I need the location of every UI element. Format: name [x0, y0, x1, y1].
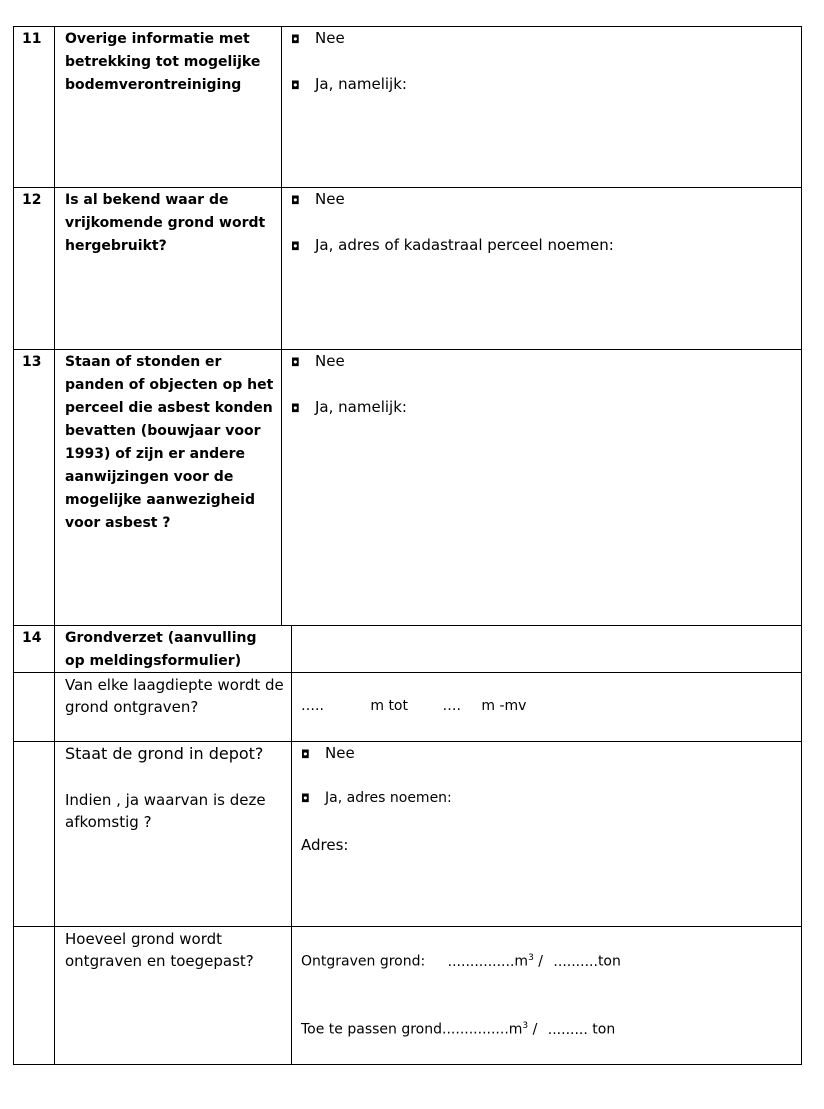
- option-nee[interactable]: ◘ Nee: [291, 29, 345, 47]
- option-ja[interactable]: ◘ Ja, namelijk:: [291, 398, 407, 416]
- row-number: 14: [22, 630, 42, 646]
- depth-to-field[interactable]: ….: [442, 698, 461, 714]
- depth-to-unit: m -mv: [481, 698, 527, 714]
- depth-question: Van elke laagdiepte wordt de grond ontgraven?: [65, 676, 284, 716]
- row-border: [13, 741, 802, 742]
- depot-origin-question: Indien , ja waarvan is deze afkomstig ?: [65, 791, 266, 831]
- form-table: [13, 26, 802, 1065]
- depot-question: Staat de grond in depot?: [65, 744, 264, 763]
- checkbox-icon[interactable]: ◘: [291, 194, 300, 207]
- checkbox-icon[interactable]: ◘: [301, 792, 310, 805]
- row-border: [13, 926, 802, 927]
- row-number: 13: [22, 354, 42, 370]
- excavated-ton-field[interactable]: ..........: [553, 953, 598, 970]
- option-ja[interactable]: ◘ Ja, adres noemen:: [301, 790, 452, 806]
- question-text: Overige informatie met betrekking tot mogelijke bodemverontreiniging: [65, 31, 261, 93]
- col-border: [801, 26, 802, 1065]
- question-text: Is al bekend waar de vrijkomende grond wordt hergebruikt?: [65, 192, 266, 254]
- row-border: [13, 26, 802, 27]
- option-nee[interactable]: ◘ Nee: [291, 352, 345, 370]
- option-nee[interactable]: ◘ Nee: [291, 190, 345, 208]
- checkbox-icon[interactable]: ◘: [291, 356, 300, 369]
- option-ja[interactable]: ◘ Ja, namelijk:: [291, 75, 407, 93]
- row-number: 12: [22, 192, 42, 208]
- option-nee[interactable]: ◘ Nee: [301, 744, 355, 762]
- col-border: [13, 26, 14, 1065]
- checkbox-icon[interactable]: ◘: [291, 79, 300, 92]
- depth-from-field[interactable]: …..: [301, 698, 324, 714]
- applied-label: Toe te passen grond: [301, 1021, 443, 1038]
- checkbox-icon[interactable]: ◘: [291, 33, 300, 46]
- applied-m3-field[interactable]: ...............: [442, 1021, 509, 1038]
- row-border: [13, 625, 802, 626]
- checkbox-icon[interactable]: ◘: [291, 402, 300, 415]
- depth-input-line[interactable]: [301, 698, 526, 714]
- applied-ton-field[interactable]: .........: [547, 1021, 593, 1038]
- amount-question: Hoeveel grond wordt ontgraven en toegepast?: [65, 930, 254, 970]
- checkbox-icon[interactable]: ◘: [301, 748, 310, 761]
- col-border: [54, 26, 55, 1065]
- excavated-m3-field[interactable]: ...............: [447, 953, 515, 970]
- col-border: [291, 625, 292, 1065]
- section-title: Grondverzet (aanvulling op meldingsformulier): [65, 630, 257, 669]
- address-label: Adres:: [301, 836, 349, 854]
- applied-line[interactable]: Toe te passen $grond...............m^3$ / ......... ton: [301, 1021, 616, 1038]
- checkbox-icon[interactable]: ◘: [291, 240, 300, 253]
- question-text: Staan of stonden er panden of objecten op het perceel die asbest konden bevatten (bouwjaar voor 1993) of zijn er andere aanwijzingen voor de mogelijke aanwezigheid voor asbest ?: [65, 354, 274, 531]
- option-ja[interactable]: ◘ Ja, adres of kadastraal perceel noemen:: [291, 236, 614, 254]
- row-border: [13, 187, 802, 188]
- row-border: [13, 1064, 802, 1065]
- excavated-label: Ontgraven grond:: [301, 953, 426, 970]
- row-border: [13, 349, 802, 350]
- col-border: [281, 26, 282, 626]
- depth-from-unit: m tot: [370, 698, 408, 714]
- row-number: 11: [22, 31, 42, 47]
- excavated-line[interactable]: Ontgraven grond: $...............m^3$ / ..........ton: [301, 953, 621, 970]
